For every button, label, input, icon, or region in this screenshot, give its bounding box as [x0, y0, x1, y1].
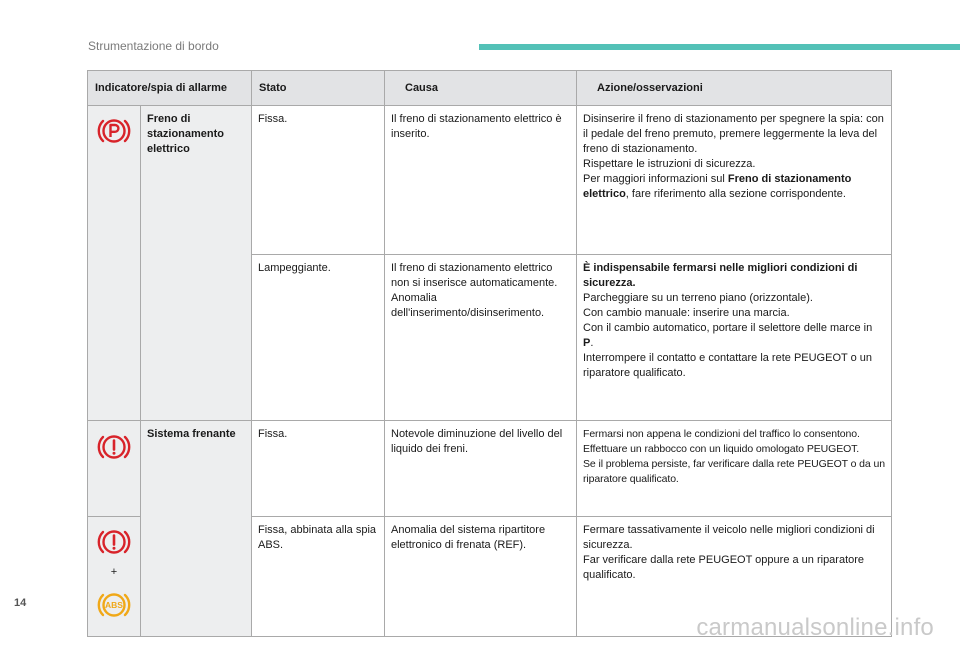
abs-icon [97, 590, 131, 620]
indicator-name: Sistema frenante [141, 421, 252, 637]
section-title: Strumentazione di bordo [88, 39, 219, 53]
stato-cell: Lampeggiante. [252, 255, 385, 421]
causa-text: Il freno di stazionamento elettrico non si inserisce automaticamente. [391, 262, 558, 289]
stato-cell: Fissa. [252, 106, 385, 255]
table-row [88, 106, 892, 255]
plus-sign: + [110, 566, 118, 578]
azione-text: Fermarsi non appena le condizioni del traffico lo consentono. [583, 428, 860, 440]
page-number: 14 [14, 597, 27, 609]
azione-cell [577, 255, 892, 421]
azione-text: Per maggiori informazioni sul Freno di stazionamento elettrico, fare riferimento alla sezione corrispondente. [583, 173, 852, 200]
brake-warning-icon [97, 432, 131, 462]
azione-cell [577, 421, 892, 517]
azione-text: Fermare tassativamente il veicolo nelle migliori condizioni di sicurezza. [583, 524, 875, 551]
column-header-indicatore: Indicatore/spia di allarme [88, 71, 252, 106]
causa-cell [385, 255, 577, 421]
azione-text: Se il problema persiste, far verificare dalla rete PEUGEOT o da un riparatore qualificato. [583, 458, 885, 485]
azione-text: Interrompere il contatto e contattare la rete PEUGEOT o un riparatore qualificato. [583, 352, 872, 379]
table-row [88, 421, 892, 517]
azione-text: Effettuare un rabbocco con un liquido omologato PEUGEOT. [583, 443, 860, 455]
column-header-stato: Stato [252, 71, 385, 106]
causa-text: Anomalia dell'inserimento/disinserimento. [391, 292, 545, 319]
azione-text: Con il cambio automatico, portare il selettore delle marce in P. [583, 322, 873, 349]
column-header-causa: Causa [385, 71, 577, 106]
causa-cell: Anomalia del sistema ripartitore elettronico di frenata (REF). [385, 517, 577, 637]
icon-cell [88, 106, 141, 421]
azione-text: Parcheggiare su un terreno piano (orizzontale). [583, 292, 813, 304]
azione-text: Rispettare le istruzioni di sicurezza. [583, 158, 756, 170]
icon-cell [88, 517, 141, 637]
azione-warning-text: È indispensabile fermarsi nelle migliori condizioni di sicurezza. [583, 262, 858, 289]
warning-lamp-table [87, 70, 892, 637]
azione-text: Con cambio manuale: inserire una marcia. [583, 307, 790, 319]
watermark: carmanualsonline.info [696, 614, 934, 641]
stato-cell: Fissa, abbinata alla spia ABS. [252, 517, 385, 637]
header-accent-bar [479, 44, 960, 50]
azione-text: Far verificare dalla rete PEUGEOT oppure a un riparatore qualificato. [583, 554, 865, 581]
column-header-azione: Azione/osservazioni [577, 71, 892, 106]
brake-warning-icon [97, 527, 131, 557]
causa-cell: Il freno di stazionamento elettrico è inserito. [385, 106, 577, 255]
parking-brake-icon [97, 116, 131, 146]
stato-cell: Fissa. [252, 421, 385, 517]
icon-cell [88, 421, 141, 517]
azione-cell [577, 106, 892, 255]
causa-cell: Notevole diminuzione del livello del liquido dei freni. [385, 421, 577, 517]
indicator-name: Freno di stazionamento elettrico [141, 106, 252, 421]
abs-icon-label: ABS [105, 600, 123, 611]
table-header-row [88, 71, 892, 106]
azione-text: Disinserire il freno di stazionamento per spegnere la spia: con il pedale del freno premuto, premere leggermente la leva del freno di stazionamento. [583, 113, 884, 155]
